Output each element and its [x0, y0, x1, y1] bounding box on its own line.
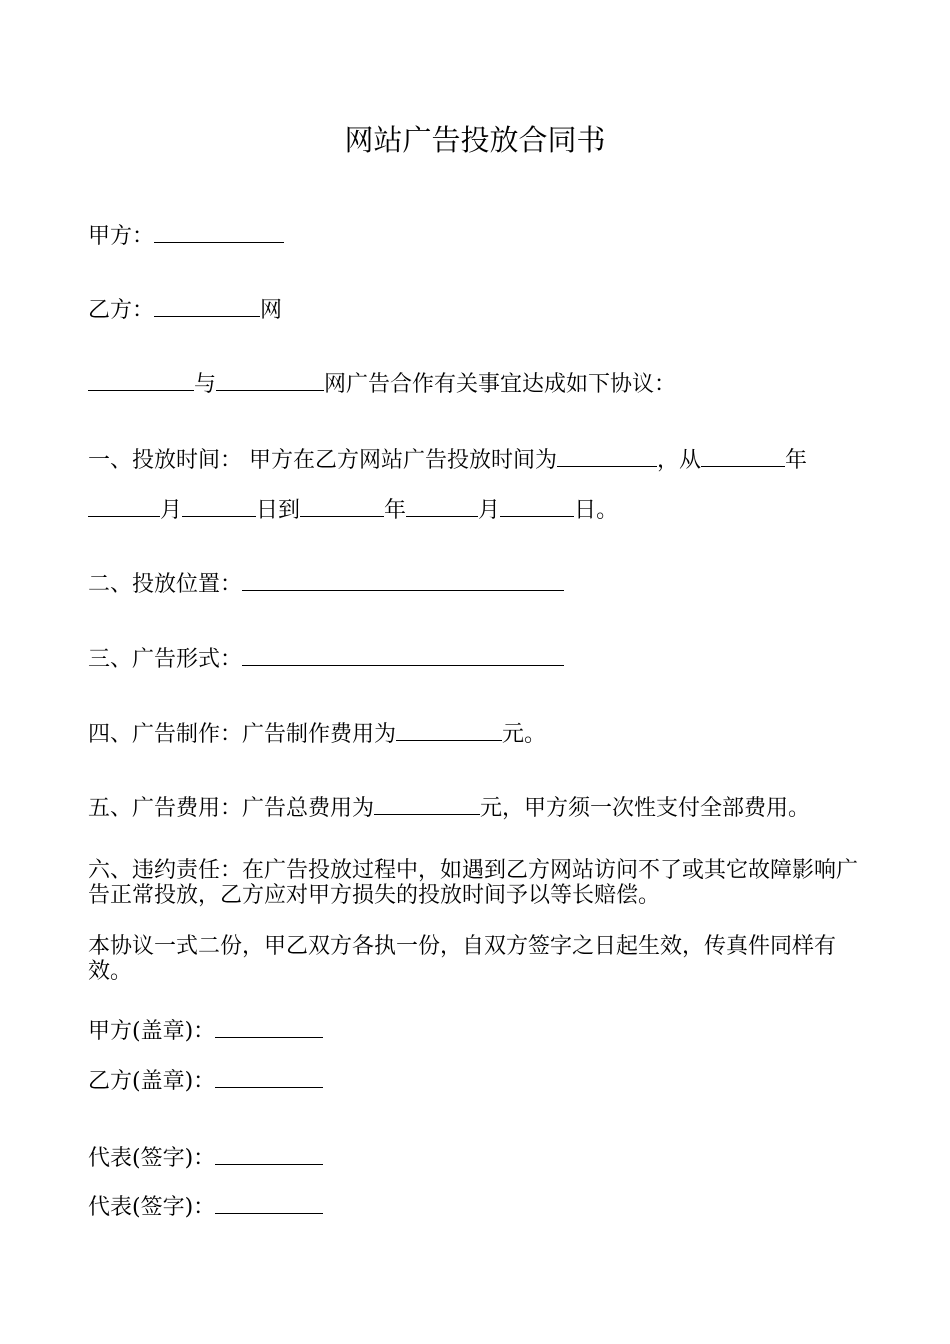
intro-suffix: 网广告合作有关事宜达成如下协议：: [324, 372, 677, 397]
clause1-day-to-label: 日到: [256, 498, 301, 523]
clause5-label: 五、广告费用：广告总费用为: [88, 796, 375, 821]
sig-a-seal-blank[interactable]: [215, 1017, 323, 1038]
clause4-suffix: 元。: [502, 722, 547, 747]
party-b-label: 乙方：: [88, 298, 155, 323]
clause1-end-month-blank[interactable]: [406, 496, 478, 517]
clause1-sep: ，从: [657, 448, 702, 473]
party-b-suffix: 网: [260, 298, 283, 323]
clause1-end-day-blank[interactable]: [500, 496, 574, 517]
clause2-blank[interactable]: [242, 570, 564, 591]
closing-paragraph: 本协议一式二份，甲乙双方各执一份，自双方签字之日起生效，传真件同样有效。: [88, 934, 837, 984]
sig-b-seal-line: [88, 1067, 323, 1096]
clause5-suffix: 元，甲方须一次性支付全部费用。: [480, 796, 811, 821]
sig-rep2-label: 代表(签字)：: [88, 1195, 216, 1220]
clause4-line: [88, 720, 546, 749]
sig-b-seal-blank[interactable]: [215, 1067, 323, 1088]
sig-a-seal-line: [88, 1017, 323, 1046]
clause1-day-end-label: 日。: [574, 498, 619, 523]
clause4-blank[interactable]: [396, 720, 502, 741]
clause3-blank[interactable]: [242, 645, 564, 666]
sig-a-seal-label: 甲方(盖章)：: [88, 1019, 216, 1044]
sig-rep1-label: 代表(签字)：: [88, 1146, 216, 1171]
clause3-line: [88, 645, 564, 674]
clause1-line2: [88, 496, 618, 525]
clause5-line: [88, 794, 810, 823]
intro-blank-a[interactable]: [88, 370, 194, 391]
clause1-year-label: 年: [785, 448, 808, 473]
party-b-line: [88, 296, 282, 325]
party-a-line: [88, 222, 284, 251]
clause1-line1: [88, 446, 807, 475]
clause1-duration-blank[interactable]: [557, 446, 657, 467]
intro-line: [88, 370, 676, 399]
sig-rep2-line: [88, 1193, 323, 1222]
clause3-label: 三、广告形式：: [88, 647, 243, 672]
clause2-label: 二、投放位置：: [88, 572, 243, 597]
clause2-line: [88, 570, 564, 599]
clause1-end-year-label: 年: [384, 498, 407, 523]
sig-rep1-blank[interactable]: [215, 1144, 323, 1165]
intro-blank-b[interactable]: [216, 370, 324, 391]
clause4-label: 四、广告制作：广告制作费用为: [88, 722, 397, 747]
clause1-month-label: 月: [160, 498, 183, 523]
clause1-text: 一、投放时间： 甲方在乙方网站广告投放时间为: [88, 448, 557, 473]
party-b-blank[interactable]: [154, 296, 260, 317]
party-a-label: 甲方：: [88, 224, 155, 249]
clause1-end-month-label: 月: [478, 498, 501, 523]
sig-rep2-blank[interactable]: [215, 1193, 323, 1214]
party-a-blank[interactable]: [154, 222, 284, 243]
clause6-paragraph: 六、违约责任：在广告投放过程中，如遇到乙方网站访问不了或其它故障影响广告正常投放，乙方应对甲方损失的投放时间予以等长赔偿。: [88, 858, 859, 908]
intro-mid: 与: [194, 372, 217, 397]
clause1-start-day-blank[interactable]: [182, 496, 256, 517]
document-title: 网站广告投放合同书: [344, 123, 606, 157]
sig-b-seal-label: 乙方(盖章)：: [88, 1069, 216, 1094]
clause5-blank[interactable]: [374, 794, 480, 815]
clause1-start-year-blank[interactable]: [701, 446, 785, 467]
sig-rep1-line: [88, 1144, 323, 1173]
clause1-start-month-blank[interactable]: [88, 496, 160, 517]
clause1-end-year-blank[interactable]: [300, 496, 384, 517]
